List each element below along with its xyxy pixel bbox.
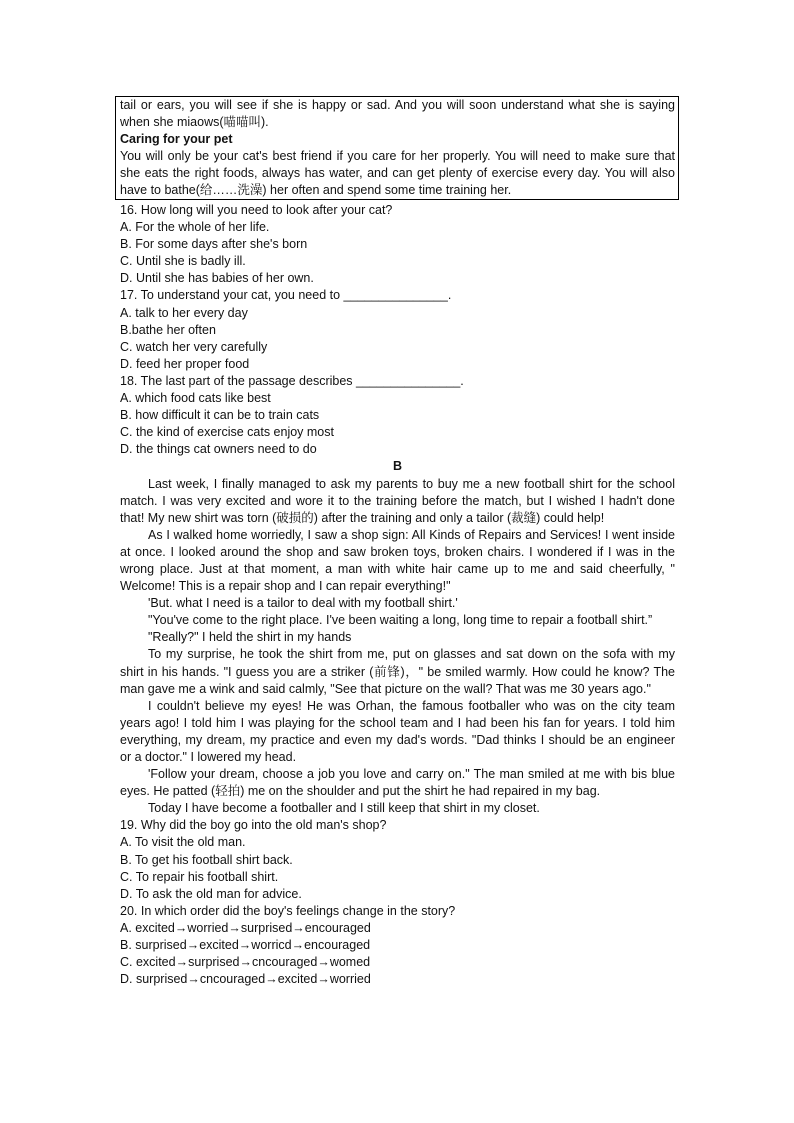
answer-option: C. the kind of exercise cats enjoy most xyxy=(120,425,334,440)
answer-option: C. excited→surprised→cncouraged→womed xyxy=(120,955,371,970)
answer-option: C. watch her very carefully xyxy=(120,339,268,354)
answer-option: B. For some days after she's born xyxy=(120,237,308,252)
story-paragraph: 'Follow your dream, choose a job you love and carry on." The man smiled at me with bis blue eyes. He patted (轻拍) me on the shoulder and put the shirt he had repaired in my bag. xyxy=(120,767,675,799)
section-label: B xyxy=(392,459,403,474)
content xyxy=(120,202,675,988)
question-stem: 16. How long will you need to look after your cat? xyxy=(120,203,393,217)
answer-option: D. feed her proper food xyxy=(120,356,250,371)
story-paragraph: "You've come to the right place. I've been waiting a long, long time to repair a football shirt.” xyxy=(148,613,653,628)
story-paragraph: Last week, I finally managed to ask my parents to buy me a new football shirt for the school match. I was very excited and wore it to the training before the match, but I wished I hadn't done that! My new shirt was torn (破损的) after the training and only a tailor (裁缝) could help! xyxy=(120,476,675,525)
passage-box-content xyxy=(120,97,675,200)
question-19 xyxy=(120,817,675,902)
answer-option: D. surprised→cncouraged→excited→worried xyxy=(120,972,371,987)
story-paragraph: As I walked home worriedly, I saw a shop sign: All Kinds of Repairs and Services! I went inside at once. I looked around the shop and saw broken toys, broken chairs. I wondered if I was in the wrong place. Just at that moment, a man with white hair came up to me and said cheerfully, " Welcome! This is a repair shop and I can repair everything!" xyxy=(120,527,675,594)
answer-option: B. how difficult it can be to train cats xyxy=(120,408,320,423)
passage-paragraph: You will only be your cat's best friend if you care for her properly. You will need to make sure that she eats the right foods, always has water, and can get plenty of exercise every day. You will also have to bathe(给……洗澡) her often and spend some time training her. xyxy=(120,149,675,198)
question-18 xyxy=(120,373,675,458)
answer-option: D. To ask the old man for advice. xyxy=(120,886,302,901)
passage-paragraph: tail or ears, you will see if she is happy or sad. And you will soon understand what she is saying when she miaows(喵喵叫). xyxy=(120,98,675,130)
answer-option: A. For the whole of her life. xyxy=(120,220,270,235)
answer-option: C. To repair his football shirt. xyxy=(120,869,279,884)
answer-option: A. excited→worried→surprised→encouraged xyxy=(120,920,371,935)
answer-option: B. surprised→excited→worricd→encouraged xyxy=(120,938,371,953)
question-stem: 17. To understand your cat, you need to _______________. xyxy=(120,288,452,303)
answer-option: B.bathe her often xyxy=(120,322,216,337)
question-stem: 19. Why did the boy go into the old man's shop? xyxy=(120,818,387,833)
section-heading: Caring for your pet xyxy=(120,132,233,147)
question-16 xyxy=(120,202,675,287)
answer-option: D. Until she has babies of her own. xyxy=(120,271,314,286)
answer-option: B. To get his football shirt back. xyxy=(120,852,293,867)
story-paragraph: 'But. what I need is a tailor to deal with my football shirt.' xyxy=(148,596,458,611)
question-stem: 20. In which order did the boy's feelings change in the story? xyxy=(120,903,456,918)
story-paragraph: To my surprise, he took the shirt from me, put on glasses and sat down on the sofa with my shirt in his hands. "I guess you are a striker (前锋)，" be smiled warmly. How could he know? The man gave me a wink and said calmly, "See that picture on the wall? That was me 30 years ago." xyxy=(120,647,675,696)
question-20 xyxy=(120,903,675,988)
question-17 xyxy=(120,287,675,372)
answer-option: A. talk to her every day xyxy=(120,305,248,320)
story-paragraph: "Really?" I held the shirt in my hands xyxy=(148,630,352,645)
answer-option: D. the things cat owners need to do xyxy=(120,442,317,457)
story-paragraph: I couldn't believe my eyes! He was Orhan, the famous footballer who was on the city team years ago! I told him I was playing for the school team and I had been his fan for years. I told him everything, my dream, my practice and even my dad's words. "Dad thinks I should be an engineer or a doctor." I lowered my head. xyxy=(120,698,675,764)
story-paragraph: Today I have become a footballer and I still keep that shirt in my closet. xyxy=(148,801,540,816)
story-passage xyxy=(120,476,675,818)
answer-option: C. Until she is badly ill. xyxy=(120,254,246,269)
question-stem: 18. The last part of the passage describes _______________. xyxy=(120,373,464,388)
answer-option: A. To visit the old man. xyxy=(120,835,246,850)
answer-option: A. which food cats like best xyxy=(120,391,271,406)
